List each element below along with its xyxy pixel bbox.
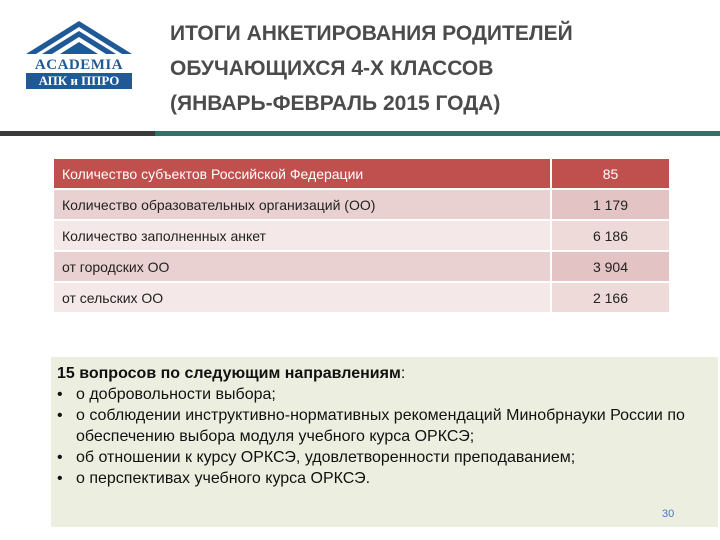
row-value: 3 904 [550, 252, 669, 281]
row-label: от сельских ОО [54, 283, 550, 312]
directions-heading-bold: 15 вопросов по следующим направлениям [57, 365, 401, 382]
row-value: 1 179 [550, 190, 669, 219]
title-line-1: ИТОГИ АНКЕТИРОВАНИЯ РОДИТЕЛЕЙ [170, 22, 573, 45]
row-value: 85 [550, 159, 669, 188]
roof-icon [22, 18, 136, 58]
page-title [170, 16, 700, 121]
directions-list [57, 384, 712, 489]
list-item-text: о соблюдении инструктивно-нормативных рекомендаций Минобрнауки России по обеспечению выбора модуля учебного курса ОРКСЭ; [76, 407, 685, 445]
directions-heading-tail: : [400, 365, 406, 382]
bullet-icon: • [57, 449, 63, 466]
list-item [57, 447, 712, 468]
list-item-text: о перспективах учебного курса ОРКСЭ. [76, 470, 371, 487]
survey-directions-box [51, 357, 718, 527]
logo-name: ACADEMIA [34, 57, 124, 73]
page-number: 30 [662, 508, 675, 520]
list-item [57, 468, 712, 489]
bullet-icon: • [57, 470, 63, 487]
list-item-text: о добровольности выбора; [76, 386, 276, 403]
list-item [57, 384, 712, 405]
list-item-text: об отношении к курсу ОРКСЭ, удовлетворенности преподаванием; [76, 449, 576, 466]
academia-logo [22, 18, 136, 90]
bullet-icon: • [57, 407, 63, 424]
title-line-3: (ЯНВАРЬ-ФЕВРАЛЬ 2015 ГОДА) [170, 92, 501, 115]
row-label: Количество заполненных анкет [54, 221, 550, 250]
row-label: Количество субъектов Российской Федерации [54, 159, 550, 188]
directions-heading [57, 364, 712, 384]
bullet-icon: • [57, 386, 63, 403]
survey-stats-table [54, 157, 669, 314]
title-line-2: ОБУЧАЮЩИХСЯ 4-Х КЛАССОВ [170, 57, 494, 80]
table-row [54, 159, 669, 188]
table-row [54, 252, 669, 281]
logo-subtitle: АПК и ППРО [26, 73, 132, 89]
table-row [54, 190, 669, 219]
row-value: 2 166 [550, 283, 669, 312]
row-label: от городских ОО [54, 252, 550, 281]
list-item [57, 405, 712, 447]
row-label: Количество образовательных организаций (ОО) [54, 190, 550, 219]
table-row [54, 283, 669, 312]
row-value: 6 186 [550, 221, 669, 250]
table-row [54, 221, 669, 250]
header-divider-left [0, 131, 155, 136]
